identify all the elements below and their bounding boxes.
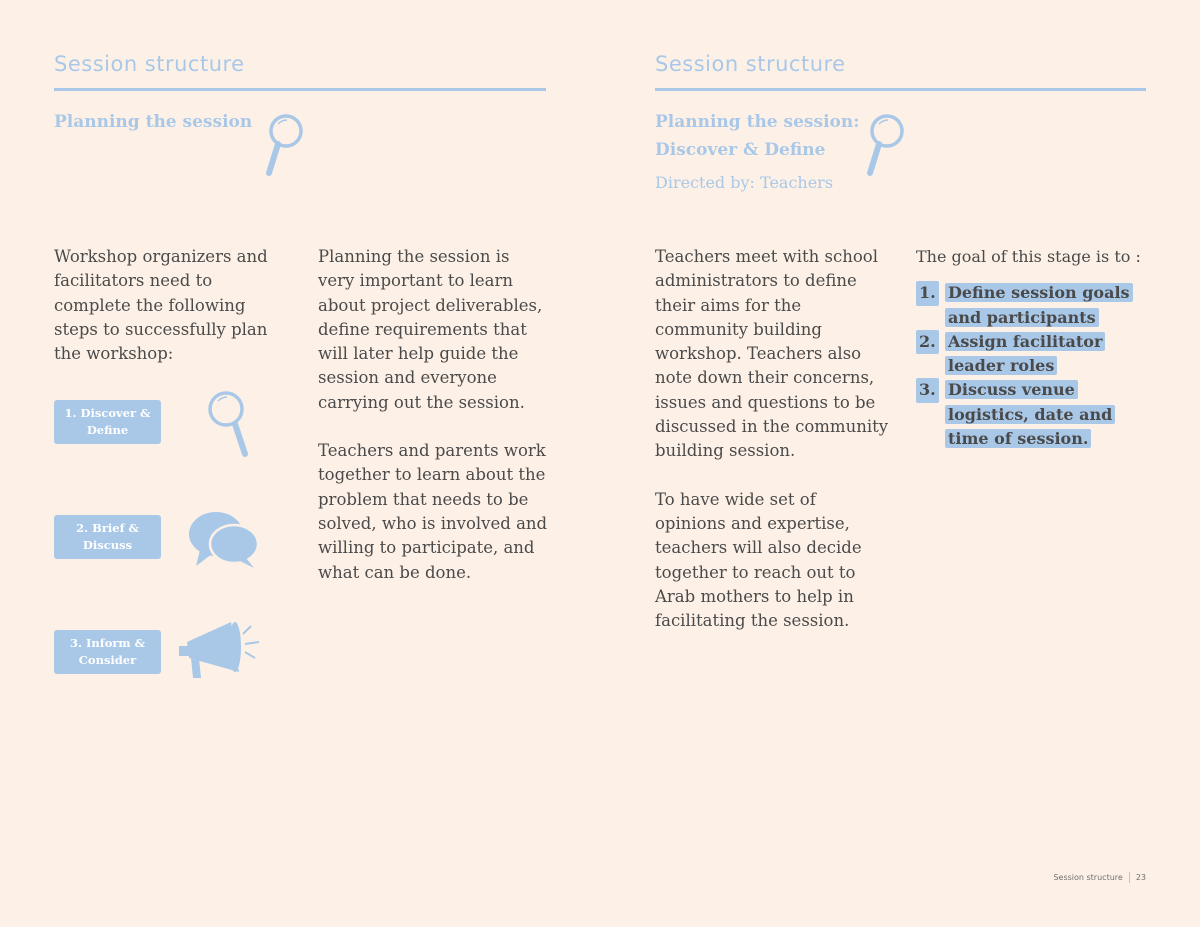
goals-column	[916, 245, 1156, 451]
list-item	[916, 330, 1156, 379]
left-intro-block	[54, 245, 274, 366]
page-number: 23	[1135, 873, 1146, 882]
goal-number: 1.	[916, 281, 939, 305]
goal-text: Assign facilitator leader roles	[945, 332, 1105, 375]
left-paragraph-planning: Planning the session is very important to learn about project deliverables, define requirements that will later help guide the session and everyone carrying out the session.	[318, 247, 543, 412]
magnifier-icon	[204, 388, 254, 460]
directed-by-label: Directed by: Teachers	[655, 173, 834, 192]
step-brief-discuss-button[interactable]: 2. Brief & Discuss	[54, 515, 161, 559]
footer-divider	[1129, 872, 1130, 883]
magnifier-icon	[862, 112, 908, 178]
page-footer	[1053, 872, 1146, 883]
goal-list	[916, 281, 1156, 451]
step-inform-consider-button[interactable]: 3. Inform & Consider	[54, 630, 161, 674]
step-discover-define-button[interactable]: 1. Discover & Define	[54, 400, 161, 444]
list-item	[916, 281, 1156, 330]
right-sub-title-line2: Discover & Define	[655, 140, 826, 160]
magnifier-icon	[262, 112, 308, 178]
left-section-title: Session structure	[54, 52, 245, 76]
goal-text: Define session goals and participants	[945, 283, 1133, 326]
right-paragraph-opinions: To have wide set of opinions and expertise, teachers will also decide together to reach out to Arab mothers to help in facilitating the session.	[655, 489, 862, 631]
left-body-column	[318, 245, 550, 585]
right-sub-title-line1: Planning the session:	[655, 112, 860, 132]
speech-bubbles-icon	[186, 508, 262, 572]
goal-number: 3.	[916, 378, 939, 402]
goal-number: 2.	[916, 330, 939, 354]
goal-text: Discuss venue logistics, date and time of session.	[945, 380, 1115, 448]
footer-label: Session structure	[1053, 873, 1123, 882]
goal-intro-text: The goal of this stage is to :	[916, 247, 1141, 266]
megaphone-icon	[175, 614, 263, 684]
list-item	[916, 378, 1156, 451]
right-section-title: Session structure	[655, 52, 846, 76]
left-title-rule	[54, 88, 546, 91]
right-body-column	[655, 245, 891, 633]
right-title-rule	[655, 88, 1146, 91]
left-paragraph-teachers-parents: Teachers and parents work together to learn about the problem that needs to be solved, who is involved and willing to participate, and what can be done.	[318, 441, 548, 582]
left-intro-text: Workshop organizers and facilitators need to complete the following steps to successfully plan the workshop:	[54, 247, 268, 364]
left-sub-title: Planning the session	[54, 112, 253, 132]
right-paragraph-teachers-meet: Teachers meet with school administrators to define their aims for the community building workshop. Teachers also note down their concerns, issues and questions to be discussed in the community building session.	[655, 247, 889, 461]
